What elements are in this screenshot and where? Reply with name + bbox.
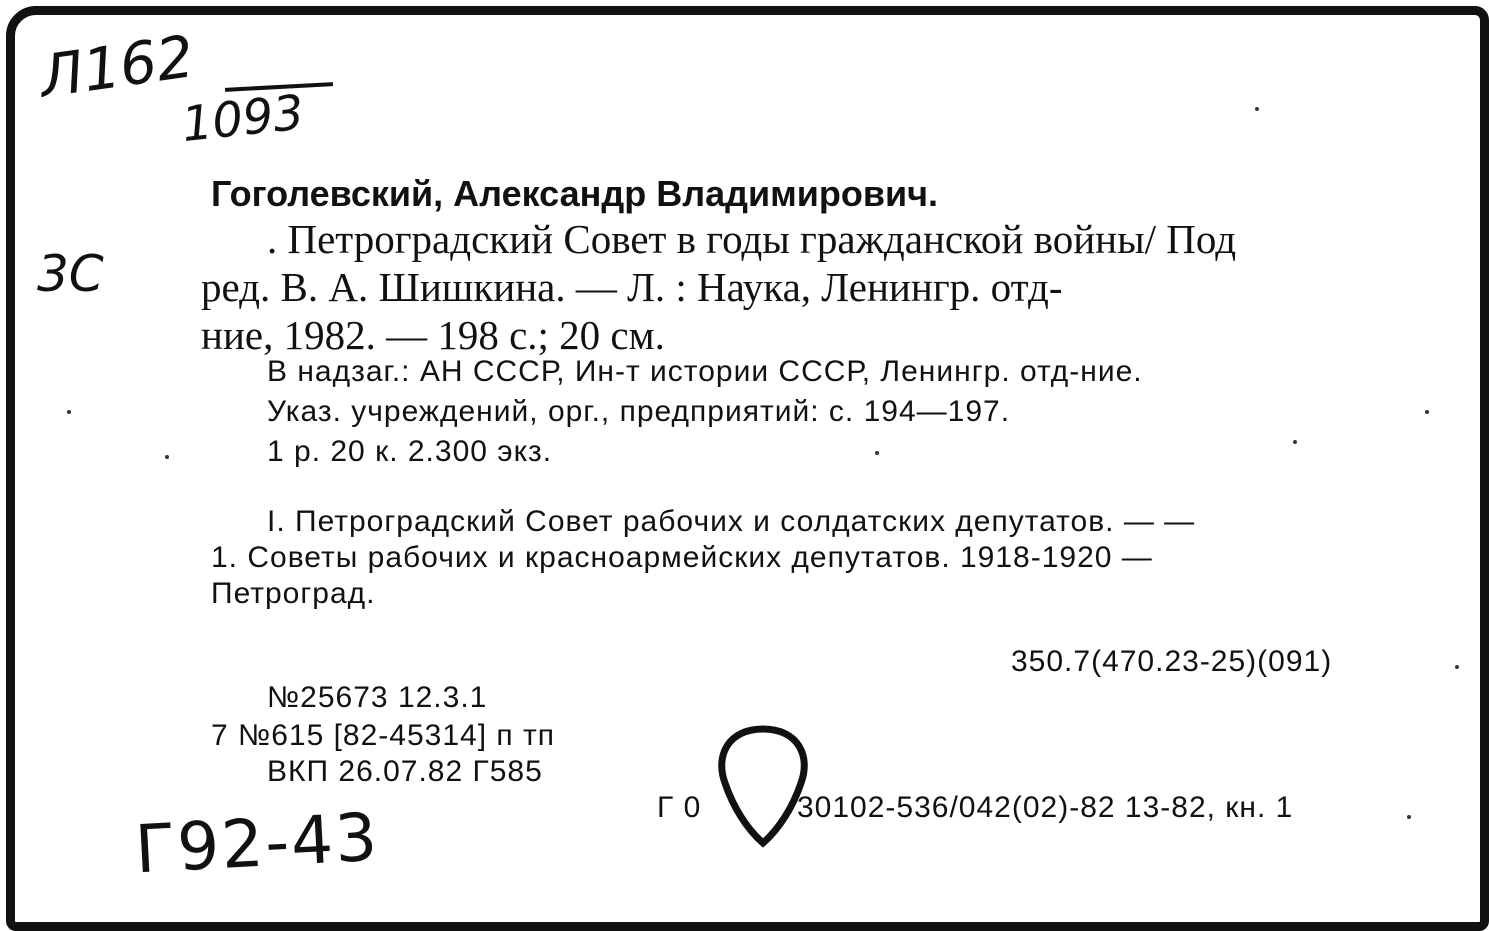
speck (1407, 815, 1411, 819)
accession-line-1: №25673 12.3.1 (267, 681, 488, 714)
subject-line-2: 1. Советы рабочих и красноармейских депутатов. 1918-1920 — (211, 541, 1153, 574)
punch-hole-mark (703, 721, 823, 851)
udc-classification: 350.7(470.23-25)(091) (1011, 645, 1333, 678)
speck (875, 451, 879, 455)
title-line-3: ние, 1982. — 198 с.; 20 см. (201, 312, 665, 358)
speck (165, 455, 169, 459)
note-line-2: Указ. учреждений, орг., предприятий: с. 194—197. (267, 395, 1011, 428)
accession-line-3: ВКП 26.07.82 Г585 (267, 755, 543, 788)
shelfmark-top: Л162 (35, 22, 198, 111)
bibliographic-code-suffix: 30102-536/042(02)-82 13-82, кн. 1 (797, 791, 1294, 824)
speck (1425, 410, 1429, 414)
handwritten-shelfmark (35, 22, 355, 167)
bibliographic-code-prefix: Г 0 (657, 791, 702, 824)
speck (1293, 440, 1297, 444)
author-heading: Гоголевский, Александр Владимирович. (211, 173, 938, 214)
shelfmark-bottom: 1093 (179, 84, 307, 153)
title-line-1: . Петроградский Совет в годы гражданской войны/ Под (267, 216, 1237, 262)
subject-line-3: Петроград. (211, 577, 376, 610)
speck (67, 410, 71, 414)
speck (1455, 665, 1459, 669)
speck (1255, 107, 1259, 111)
accession-line-2: 7 №615 [82-45314] п тп (211, 719, 555, 752)
catalog-card (6, 6, 1489, 931)
subject-line-1: I. Петроградский Совет рабочих и солдатских депутатов. — — (267, 505, 1196, 538)
handwritten-bottom-code: Г92-43 (133, 798, 381, 889)
title-line-2: ред. В. А. Шишкина. — Л. : Наука, Ленингр. отд- (201, 264, 1063, 310)
note-line-1: В надзаг.: АН СССР, Ин-т истории СССР, Ленингр. отд-ние. (267, 355, 1143, 388)
price-line: 1 р. 20 к. 2.300 экз. (267, 435, 553, 468)
handwritten-margin-code: 3С (37, 245, 104, 303)
